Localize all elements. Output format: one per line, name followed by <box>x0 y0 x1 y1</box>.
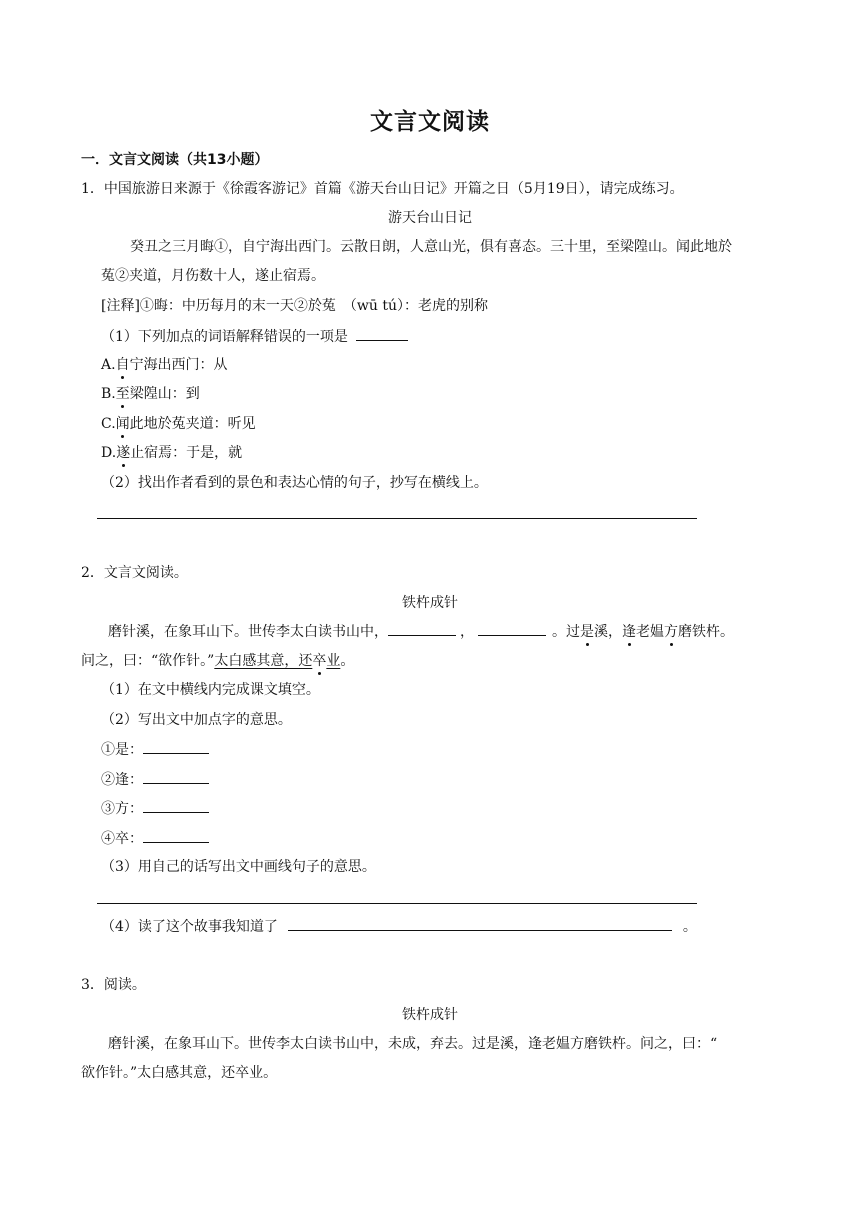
q1-option-b[interactable] <box>101 384 200 404</box>
q1-passage-line: 癸丑之三月晦①，自宁海出西门。云散日朗，人意山光，俱有喜态。三十里，至梁隍山。闻此地於 <box>130 239 732 255</box>
answer-line[interactable] <box>97 903 697 904</box>
word-label: ④卒： <box>101 831 143 847</box>
q2-word-item <box>101 828 209 849</box>
q3-passage-line: 磨针溪，在象耳山下。世传李太白读书山中，未成，弃去。过是溪，逢老媪方磨铁杵。问之，曰：“ <box>108 1036 718 1052</box>
q2-word-item <box>101 798 209 819</box>
passage-text: 老媪 <box>636 624 664 640</box>
q1-sub1-text: （1）下列加点的词语解释错误的一项是 <box>101 329 348 345</box>
q2-word-item <box>101 769 209 790</box>
q2-passage-title: 铁杵成针 <box>402 595 458 611</box>
word-label: ③方： <box>101 801 143 817</box>
fill-blank[interactable] <box>388 621 456 636</box>
option-prefix: D. <box>101 445 117 461</box>
fill-blank[interactable] <box>478 621 546 636</box>
passage-text: 。 <box>340 653 355 669</box>
passage-text: 。过 <box>552 624 580 640</box>
q2-stem: 2．文言文阅读。 <box>81 565 188 581</box>
q1-passage-title: 游天台山日记 <box>388 210 472 226</box>
passage-text: 溪， <box>594 624 622 640</box>
q1-sub2: （2）找出作者看到的景色和表达心情的句子，抄写在横线上。 <box>101 475 488 491</box>
answer-blank[interactable] <box>143 798 209 813</box>
underlined-text: 业 <box>326 653 341 669</box>
option-prefix: A. <box>101 357 116 373</box>
q2-passage-line <box>81 651 354 671</box>
page-title: 文言文阅读 <box>370 109 490 135</box>
q1-passage-line: 菟②夹道，月伤数十人，遂止宿焉。 <box>101 268 325 284</box>
answer-blank[interactable] <box>288 916 672 931</box>
answer-blank[interactable] <box>143 739 209 754</box>
section-heading: 一．文言文阅读（共13小题） <box>81 152 269 168</box>
passage-text: ， <box>460 624 474 640</box>
q1-sub1 <box>101 326 408 347</box>
q2-passage-line <box>108 621 734 642</box>
dotted-char: 遂 <box>116 445 131 461</box>
option-text: 宁海出西门：从 <box>129 357 228 373</box>
q3-passage-line: 欲作针。”太白感其意，还卒业。 <box>81 1065 278 1081</box>
q2-sub4-end: 。 <box>682 919 697 935</box>
dotted-char: 至 <box>115 386 130 402</box>
passage-text: 问之，曰：“欲作针。” <box>81 653 215 669</box>
word-label: ①是： <box>101 742 143 758</box>
option-prefix: B. <box>101 386 116 402</box>
word-label: ②逢： <box>101 772 143 788</box>
underlined-text: 太白感其意，还 <box>214 653 313 669</box>
q1-option-d[interactable] <box>101 443 242 463</box>
option-text: 此地於菟夹道：听见 <box>129 416 256 432</box>
answer-blank[interactable] <box>143 828 209 843</box>
answer-line[interactable] <box>97 518 697 519</box>
q2-sub4 <box>101 916 697 937</box>
answer-blank[interactable] <box>356 326 408 341</box>
q2-word-item <box>101 739 209 760</box>
dotted-char: 逢 <box>622 624 636 640</box>
option-prefix: C. <box>101 416 116 432</box>
dotted-char: 方 <box>664 624 678 640</box>
dotted-char: 卒 <box>312 653 327 669</box>
option-text: 梁隍山：到 <box>129 386 200 402</box>
q2-sub2: （2）写出文中加点字的意思。 <box>101 712 292 728</box>
q2-sub4-text: （4）读了这个故事我知道了 <box>101 919 278 935</box>
dotted-char: 是 <box>580 624 594 640</box>
q1-option-a[interactable] <box>101 355 228 375</box>
underlined-sentence <box>214 653 340 669</box>
q1-note: [注释]①晦：中历每月的末一天②於菟 （wū tú）：老虎的别称 <box>101 298 489 314</box>
q3-stem: 3．阅读。 <box>81 977 146 993</box>
q3-passage-title: 铁杵成针 <box>402 1007 458 1023</box>
dotted-char: 自 <box>115 357 130 373</box>
passage-text: 磨铁杵。 <box>678 624 734 640</box>
q1-stem: 1．中国旅游日来源于《徐霞客游记》首篇《游天台山日记》开篇之日（5月19日），请完成练习。 <box>81 181 684 197</box>
passage-text: 磨针溪，在象耳山下。世传李太白读书山中， <box>108 624 388 640</box>
answer-blank[interactable] <box>143 769 209 784</box>
option-text: 止宿焉：于是，就 <box>130 445 243 461</box>
q2-sub3: （3）用自己的话写出文中画线句子的意思。 <box>101 859 376 875</box>
q2-sub1: （1）在文中横线内完成课文填空。 <box>101 682 320 698</box>
q1-option-c[interactable] <box>101 414 256 434</box>
dotted-char: 闻 <box>115 416 130 432</box>
